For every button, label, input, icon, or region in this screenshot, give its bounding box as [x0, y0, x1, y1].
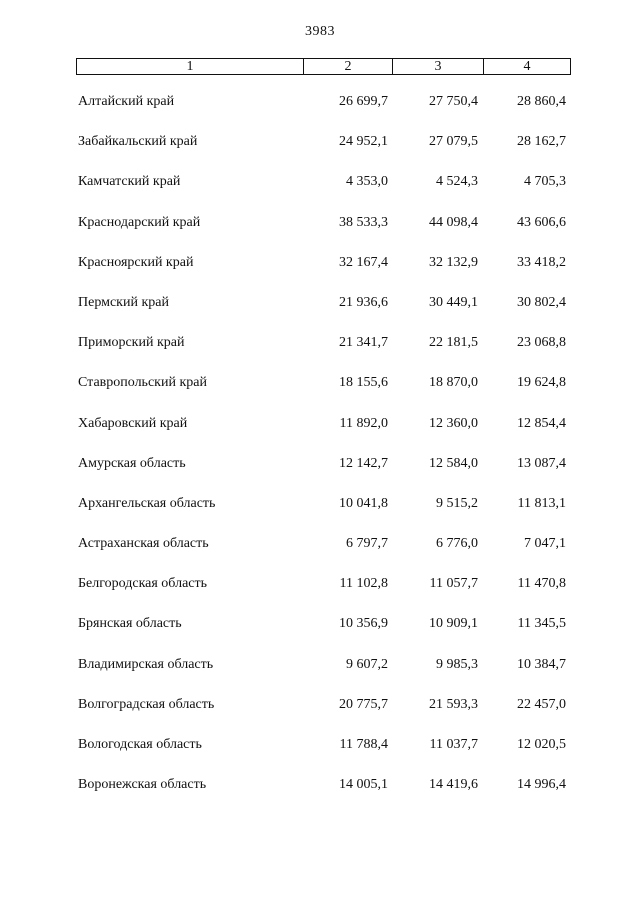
value-col-2: 38 533,3 [339, 214, 388, 230]
table-row [0, 444, 640, 484]
region-name: Красноярский край [78, 254, 194, 270]
value-col-3: 27 750,4 [429, 94, 478, 109]
table-row [0, 564, 640, 604]
value-col-4: 4 705,3 [524, 174, 566, 190]
region-name: Белгородская область [78, 576, 208, 592]
value-col-4: 10 384,7 [517, 656, 566, 672]
value-col-4: 11 813,1 [517, 495, 566, 511]
table-row [0, 82, 640, 122]
value-col-3: 11 037,7 [429, 737, 478, 752]
region-name: Ставропольский край [78, 375, 207, 391]
value-col-2: 11 892,0 [339, 415, 388, 431]
region-name: Владимирская область [78, 656, 214, 672]
header-col-2: 2 [304, 59, 393, 74]
region-name: Вологодская область [78, 737, 202, 752]
value-col-4: 30 802,4 [517, 294, 566, 310]
table-body [0, 82, 640, 805]
value-col-2: 26 699,7 [339, 94, 388, 109]
region-name: Волгоградская область [78, 696, 215, 712]
value-col-4: 23 068,8 [517, 335, 566, 351]
value-col-3: 21 593,3 [429, 696, 478, 712]
value-col-3: 10 909,1 [429, 616, 478, 632]
table-row [0, 363, 640, 403]
table-row [0, 323, 640, 363]
value-col-4: 7 047,1 [524, 536, 566, 552]
value-col-4: 28 860,4 [517, 94, 566, 109]
value-col-2: 14 005,1 [339, 777, 388, 793]
value-col-2: 6 797,7 [346, 536, 388, 552]
value-col-2: 4 353,0 [346, 174, 388, 190]
table-row [0, 604, 640, 644]
value-col-3: 27 079,5 [429, 134, 478, 150]
value-col-3: 32 132,9 [429, 254, 478, 270]
page-number: 3983 [305, 24, 335, 39]
value-col-4: 33 418,2 [517, 254, 566, 270]
table-row [0, 122, 640, 162]
value-col-2: 10 356,9 [339, 616, 388, 632]
region-name: Архангельская область [78, 495, 216, 511]
value-col-4: 11 470,8 [517, 576, 566, 592]
region-name: Воронежская область [78, 777, 207, 793]
value-col-3: 12 584,0 [429, 455, 478, 471]
table-row [0, 203, 640, 243]
region-name: Хабаровский край [78, 415, 188, 431]
table-row [0, 645, 640, 685]
value-col-3: 9 515,2 [436, 495, 478, 511]
value-col-4: 14 996,4 [517, 777, 566, 793]
value-col-3: 12 360,0 [429, 415, 478, 431]
table-row [0, 162, 640, 202]
region-name: Амурская область [78, 455, 186, 471]
value-col-4: 22 457,0 [517, 696, 566, 712]
region-name: Брянская область [78, 616, 182, 632]
value-col-3: 18 870,0 [429, 375, 478, 391]
value-col-2: 21 936,6 [339, 294, 388, 310]
value-col-3: 22 181,5 [429, 335, 478, 351]
header-col-1: 1 [77, 59, 304, 74]
value-col-4: 11 345,5 [517, 616, 566, 632]
value-col-3: 44 098,4 [429, 214, 478, 230]
value-col-4: 43 606,6 [517, 214, 566, 230]
table-row [0, 685, 640, 725]
header-col-3: 3 [393, 59, 484, 74]
table-row [0, 725, 640, 765]
header-col-4: 4 [523, 59, 531, 74]
region-name: Краснодарский край [78, 214, 201, 230]
value-col-3: 4 524,3 [436, 174, 478, 190]
value-col-2: 12 142,7 [339, 455, 388, 471]
value-col-2: 9 607,2 [346, 656, 388, 672]
region-name: Астраханская область [78, 536, 209, 552]
value-col-2: 11 788,4 [339, 737, 388, 752]
table-row [0, 404, 640, 444]
value-col-2: 32 167,4 [339, 254, 388, 270]
table-header [76, 58, 571, 75]
value-col-2: 24 952,1 [339, 134, 388, 150]
value-col-4: 12 854,4 [517, 415, 566, 431]
region-name: Забайкальский край [78, 134, 198, 150]
table-row [0, 765, 640, 805]
value-col-4: 19 624,8 [517, 375, 566, 391]
table-row [0, 283, 640, 323]
value-col-2: 18 155,6 [339, 375, 388, 391]
value-col-3: 9 985,3 [436, 656, 478, 672]
value-col-2: 11 102,8 [339, 576, 388, 592]
region-name: Алтайский край [78, 94, 175, 109]
table-row [0, 243, 640, 283]
value-col-3: 11 057,7 [429, 576, 478, 592]
value-col-2: 20 775,7 [339, 696, 388, 712]
region-name: Приморский край [78, 335, 185, 351]
table-row [0, 484, 640, 524]
value-col-2: 21 341,7 [339, 335, 388, 351]
value-col-2: 10 041,8 [339, 495, 388, 511]
table-row [0, 524, 640, 564]
region-name: Камчатский край [78, 174, 181, 190]
region-name: Пермский край [78, 294, 169, 310]
value-col-3: 6 776,0 [436, 536, 478, 552]
value-col-4: 28 162,7 [517, 134, 566, 150]
value-col-4: 13 087,4 [517, 455, 566, 471]
value-col-4: 12 020,5 [517, 737, 566, 752]
value-col-3: 14 419,6 [429, 777, 478, 793]
value-col-3: 30 449,1 [429, 294, 478, 310]
